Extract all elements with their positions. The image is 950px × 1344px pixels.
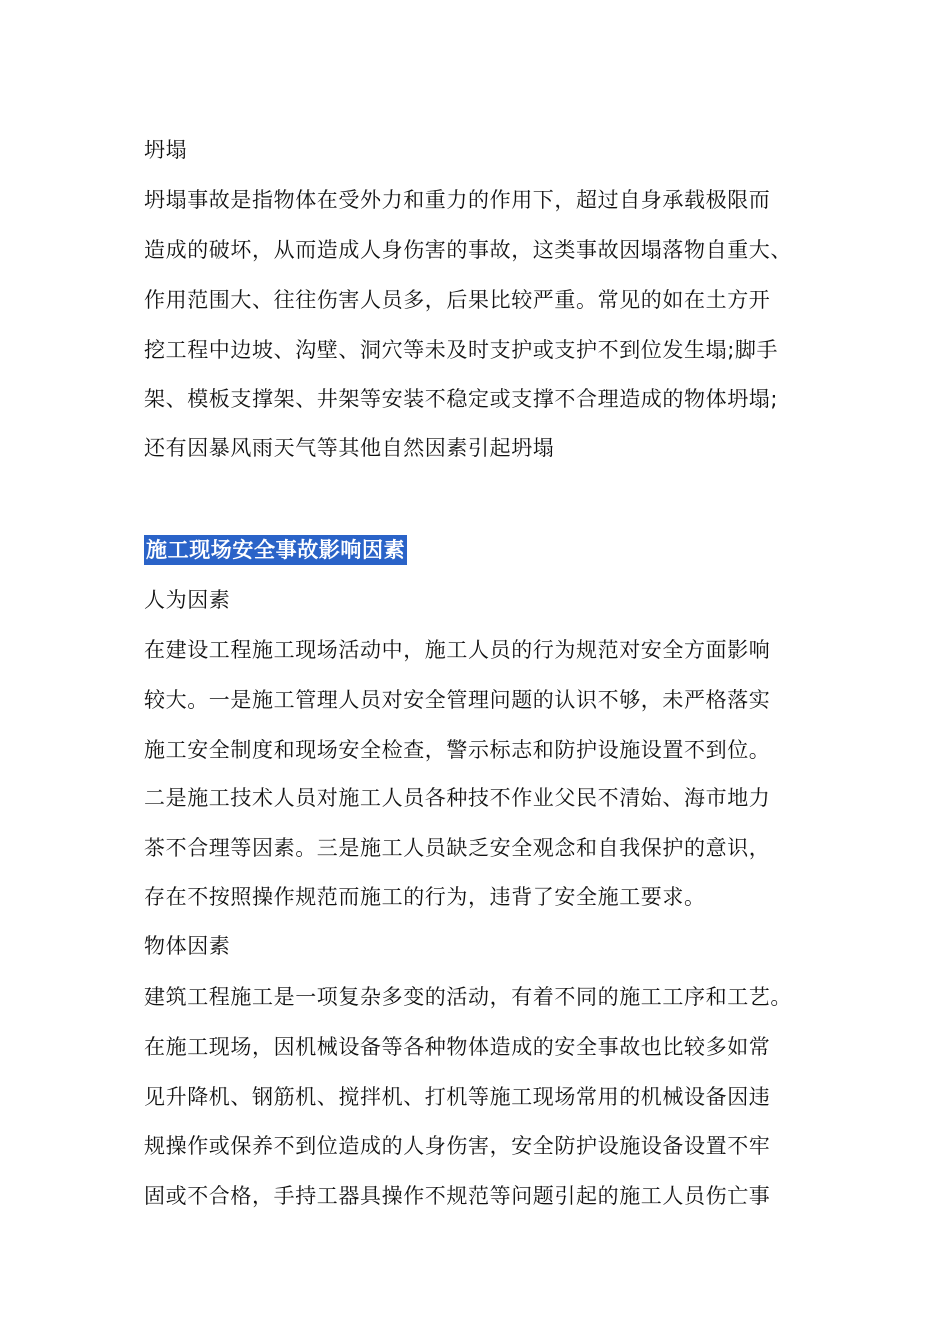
paragraph-line: 挖工程中边坡、沟壁、洞穴等未及时支护或支护不到位发生塌;脚手: [144, 338, 779, 362]
paragraph-line: 造成的破坏，从而造成人身伤害的事故，这类事故因塌落物自重大、: [144, 238, 792, 262]
paragraph-line: 存在不按照操作规范而施工的行为，违背了安全施工要求。: [144, 885, 706, 909]
paragraph-line: 在建设工程施工现场活动中，施工人员的行为规范对安全方面影响: [144, 638, 771, 662]
paragraph-line: 建筑工程施工是一项复杂多变的活动，有着不同的施工工序和工艺。: [144, 985, 792, 1009]
paragraph-line: 固或不合格，手持工器具操作不规范等问题引起的施工人员伤亡事: [144, 1184, 771, 1208]
paragraph-line: 二是施工技术人员对施工人员各种技不作业父民不清始、海市地力: [144, 786, 771, 810]
section-title-object-factors: 物体因素: [144, 934, 231, 958]
paragraph-line: 作用范围大、往往伤害人员多，后果比较严重。常见的如在土方开: [144, 288, 771, 312]
paragraph-line: 茶不合理等因素。三是施工人员缺乏安全观念和自我保护的意识，: [144, 836, 771, 860]
paragraph-line: 施工安全制度和现场安全检查，警示标志和防护设施设置不到位。: [144, 738, 771, 762]
section-title-collapse: 坍塌: [144, 138, 188, 162]
section-title-human-factors: 人为因素: [144, 588, 231, 612]
paragraph-line: 较大。一是施工管理人员对安全管理问题的认识不够，未严格落实: [144, 688, 771, 712]
paragraph-line: 还有因暴风雨天气等其他自然因素引起坍塌: [144, 436, 555, 460]
paragraph-line: 见升降机、钢筋机、搅拌机、打机等施工现场常用的机械设备因违: [144, 1085, 771, 1109]
paragraph-line: 坍塌事故是指物体在受外力和重力的作用下，超过自身承载极限而: [144, 188, 771, 212]
paragraph-line: 在施工现场，因机械设备等各种物体造成的安全事故也比较多如常: [144, 1035, 771, 1059]
highlighted-heading: 施工现场安全事故影响因素: [144, 535, 407, 565]
paragraph-line: 规操作或保养不到位造成的人身伤害，安全防护设施设备设置不牢: [144, 1134, 771, 1158]
paragraph-line: 架、模板支撑架、井架等安装不稳定或支撑不合理造成的物体坍塌;: [144, 387, 779, 411]
